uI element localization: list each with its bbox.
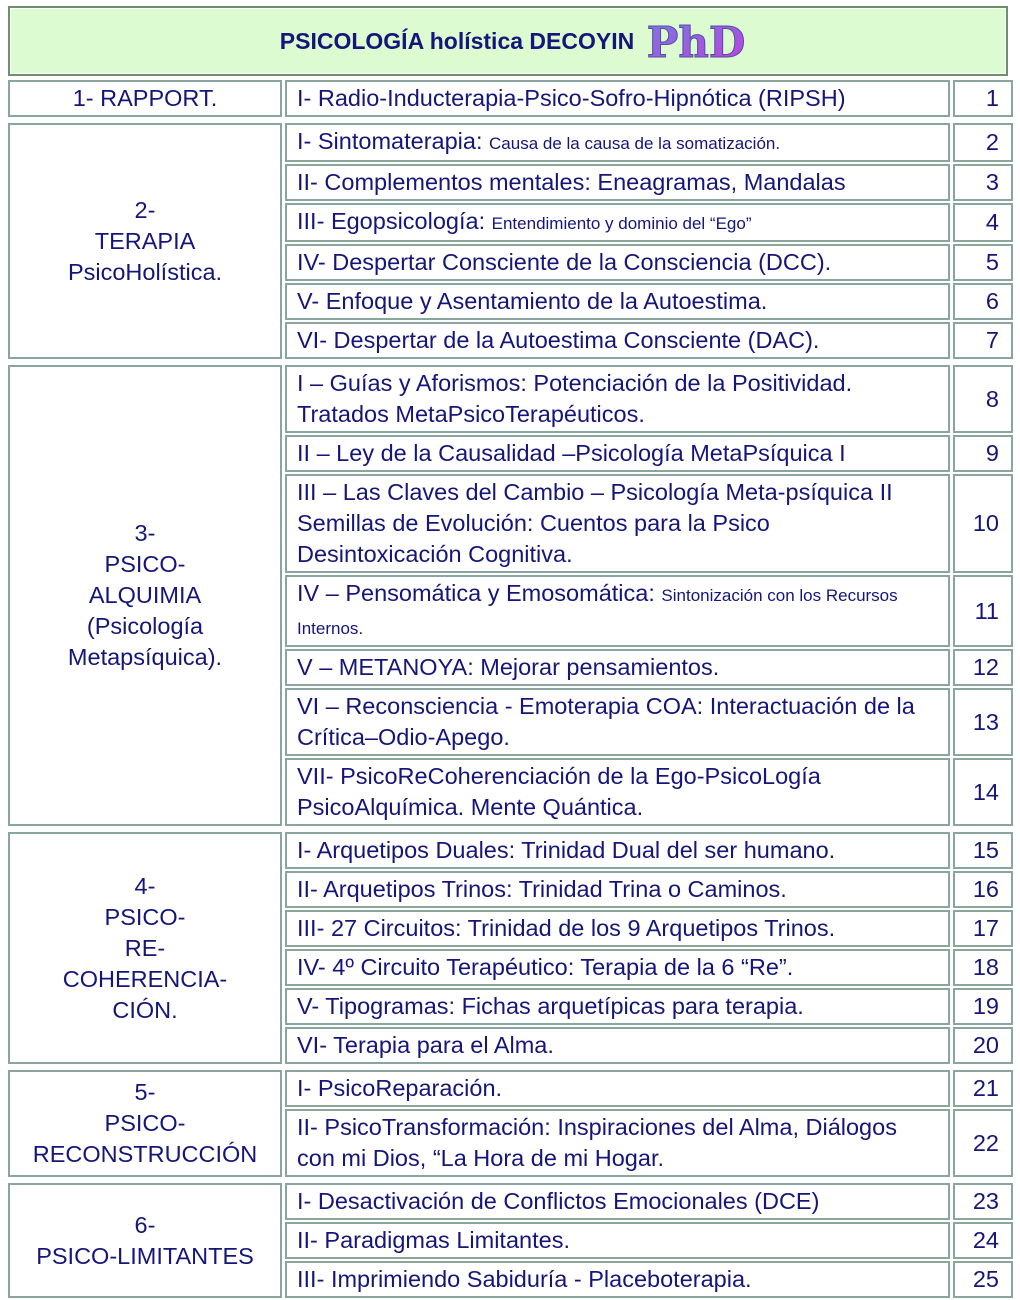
section-label <box>8 123 282 359</box>
chapter-title <box>285 283 950 320</box>
chapter-title-text: II- Paradigmas Limitantes. <box>297 1227 570 1253</box>
chapter-title <box>285 365 950 433</box>
chapter-title <box>285 688 950 756</box>
page-number: 1 <box>953 80 1013 117</box>
sections-container <box>8 78 1008 1300</box>
section-table <box>5 1068 1016 1179</box>
chapter-title-text: III- 27 Circuitos: Trinidad de los 9 Arquetipos Trinos. <box>297 915 836 941</box>
section-label <box>8 1183 282 1298</box>
page-number: 16 <box>953 871 1013 908</box>
chapter-title <box>285 123 950 162</box>
chapter-title-text: IV- Despertar Consciente de la Consciencia (DCC). <box>297 249 832 275</box>
chapter-title <box>285 1261 950 1298</box>
chapter-title <box>285 949 950 986</box>
table-row <box>8 365 1013 433</box>
table-row <box>8 80 1013 117</box>
chapter-title <box>285 575 950 647</box>
section-table <box>5 78 1016 119</box>
chapter-title-text: I- Arquetipos Duales: Trinidad Dual del ser humano. <box>297 837 836 863</box>
chapter-title-text: VI – Reconsciencia - Emoterapia COA: Interactuación de la Crítica–Odio-Apego. <box>297 693 915 750</box>
section-label-line: ALQUIMIA <box>88 582 202 608</box>
chapter-subtitle: Entendimiento y dominio del “Ego” <box>491 214 752 233</box>
chapter-title <box>285 322 950 359</box>
chapter-title-text: I- Desactivación de Conflictos Emocionales (DCE) <box>297 1188 820 1214</box>
chapter-title-text: V- Enfoque y Asentamiento de la Autoestima. <box>297 288 768 314</box>
page-number: 2 <box>953 123 1013 162</box>
chapter-title-text: I – Guías y Aforismos: Potenciación de la Positividad. Tratados MetaPsicoTerapéuticos. <box>297 370 853 427</box>
page-number: 19 <box>953 988 1013 1025</box>
section-label <box>8 80 282 117</box>
section-label-line: CIÓN. <box>112 996 178 1023</box>
section-label-line: PsicoHolística. <box>67 258 223 285</box>
chapter-title <box>285 758 950 826</box>
chapter-title-text: III- Egopsicología: <box>297 208 492 234</box>
chapter-title-text: II – Ley de la Causalidad –Psicología MetaPsíquica I <box>297 440 846 466</box>
chapter-title <box>285 164 950 201</box>
section-label-line: 1- RAPPORT. <box>72 85 218 111</box>
page-number: 9 <box>953 435 1013 472</box>
page-number: 8 <box>953 365 1013 433</box>
chapter-title-text: IV – Pensomática y Emosomática: <box>297 580 662 606</box>
page-number: 6 <box>953 283 1013 320</box>
page-number: 21 <box>953 1070 1013 1107</box>
svg-text:PhD: PhD <box>646 18 746 67</box>
chapter-title <box>285 203 950 242</box>
chapter-title-text: I- Radio-Inducterapia-Psico-Sofro-Hipnótica (RIPSH) <box>297 85 846 111</box>
page-title: PSICOLOGÍA holística DECOYIN <box>279 27 635 54</box>
page-number: 23 <box>953 1183 1013 1220</box>
page-number: 10 <box>953 474 1013 573</box>
chapter-title <box>285 871 950 908</box>
page-number: 17 <box>953 910 1013 947</box>
table-row <box>8 123 1013 162</box>
page-number: 13 <box>953 688 1013 756</box>
section-label-line: (Psicología <box>86 613 204 639</box>
table-row <box>8 1183 1013 1220</box>
chapter-title-text: I- Sintomaterapia: <box>297 128 490 154</box>
table-row <box>8 832 1013 869</box>
page-number: 18 <box>953 949 1013 986</box>
chapter-title-text: VI- Despertar de la Autoestima Consciente (DAC). <box>297 327 820 353</box>
section-label-line: 3- <box>134 520 156 546</box>
chapter-subtitle: Causa de la causa de la somatización. <box>489 134 781 153</box>
section-label-line: PSICO- <box>104 903 186 930</box>
section-label-line: PSICO- <box>104 551 186 577</box>
section-label-line: PSICO- <box>104 1110 186 1136</box>
chapter-title <box>285 1109 950 1177</box>
chapter-title <box>285 1222 950 1259</box>
page-number: 3 <box>953 164 1013 201</box>
section-table <box>5 830 1016 1066</box>
section-label-line: RE- <box>124 934 166 961</box>
chapter-title <box>285 832 950 869</box>
page-number: 4 <box>953 203 1013 242</box>
section-label-line: 6- <box>134 1211 156 1238</box>
chapter-title <box>285 80 950 117</box>
chapter-title-text: III- Imprimiendo Sabiduría - Placeboterapia. <box>297 1266 752 1292</box>
section-label <box>8 365 282 826</box>
chapter-title-text: VII- PsicoReCoherenciación de la Ego-PsicoLogía PsicoAlquímica. Mente Quántica. <box>297 763 821 820</box>
chapter-title <box>285 649 950 686</box>
chapter-title-text: II- Arquetipos Trinos: Trinidad Trina o Caminos. <box>297 876 787 902</box>
chapter-title-text: II- Complementos mentales: Eneagramas, Mandalas <box>297 169 846 195</box>
section-label <box>8 832 282 1064</box>
page-number: 22 <box>953 1109 1013 1177</box>
chapter-title <box>285 988 950 1025</box>
chapter-title-text: III – Las Claves del Cambio – Psicología Meta-psíquica II Semillas de Evolución: Cuentos para la Psico Desintoxicación Cognitiva. <box>297 479 893 567</box>
chapter-title <box>285 910 950 947</box>
chapter-title-text: I- PsicoReparación. <box>297 1075 503 1101</box>
section-label-line: PSICO-LIMITANTES <box>36 1242 254 1269</box>
chapter-title-text: II- PsicoTransformación: Inspiraciones del Alma, Diálogos con mi Dios, “La Hora de mi Hogar. <box>297 1114 897 1171</box>
chapter-title <box>285 1070 950 1107</box>
page-number: 24 <box>953 1222 1013 1259</box>
section-table <box>5 121 1016 361</box>
section-label-line: 5- <box>134 1079 156 1105</box>
chapter-title <box>285 1183 950 1220</box>
page-number: 15 <box>953 832 1013 869</box>
chapter-title-text: IV- 4º Circuito Terapéutico: Terapia de la 6 “Re”. <box>297 954 794 980</box>
section-label-line: TERAPIA <box>94 227 196 254</box>
section-label-line: RECONSTRUCCIÓN <box>32 1141 258 1167</box>
title-banner <box>8 6 1008 76</box>
page-number: 20 <box>953 1027 1013 1064</box>
section-label-line: 4- <box>134 872 156 899</box>
page-number: 14 <box>953 758 1013 826</box>
chapter-title <box>285 244 950 281</box>
section-label-line: 2- <box>134 196 156 223</box>
phd-logo-icon <box>646 11 746 71</box>
page-number: 5 <box>953 244 1013 281</box>
section-table <box>5 1181 1016 1300</box>
chapter-subtitle: Sintonización con los Recursos Internos. <box>297 586 898 638</box>
page-number: 7 <box>953 322 1013 359</box>
chapter-title-text: VI- Terapia para el Alma. <box>297 1032 554 1058</box>
page-number: 25 <box>953 1261 1013 1298</box>
section-label-line: COHERENCIA- <box>62 965 228 992</box>
chapter-title-text: V – METANOYA: Mejorar pensamientos. <box>297 654 720 680</box>
page-number: 12 <box>953 649 1013 686</box>
chapter-title-text: V- Tipogramas: Fichas arquetípicas para terapia. <box>297 993 804 1019</box>
index-document <box>8 6 1008 1300</box>
section-label-line: Metapsíquica). <box>67 644 223 670</box>
chapter-title <box>285 435 950 472</box>
page-number: 11 <box>953 575 1013 647</box>
chapter-title <box>285 474 950 573</box>
table-row <box>8 1070 1013 1107</box>
section-table <box>5 363 1016 828</box>
section-label <box>8 1070 282 1177</box>
chapter-title <box>285 1027 950 1064</box>
